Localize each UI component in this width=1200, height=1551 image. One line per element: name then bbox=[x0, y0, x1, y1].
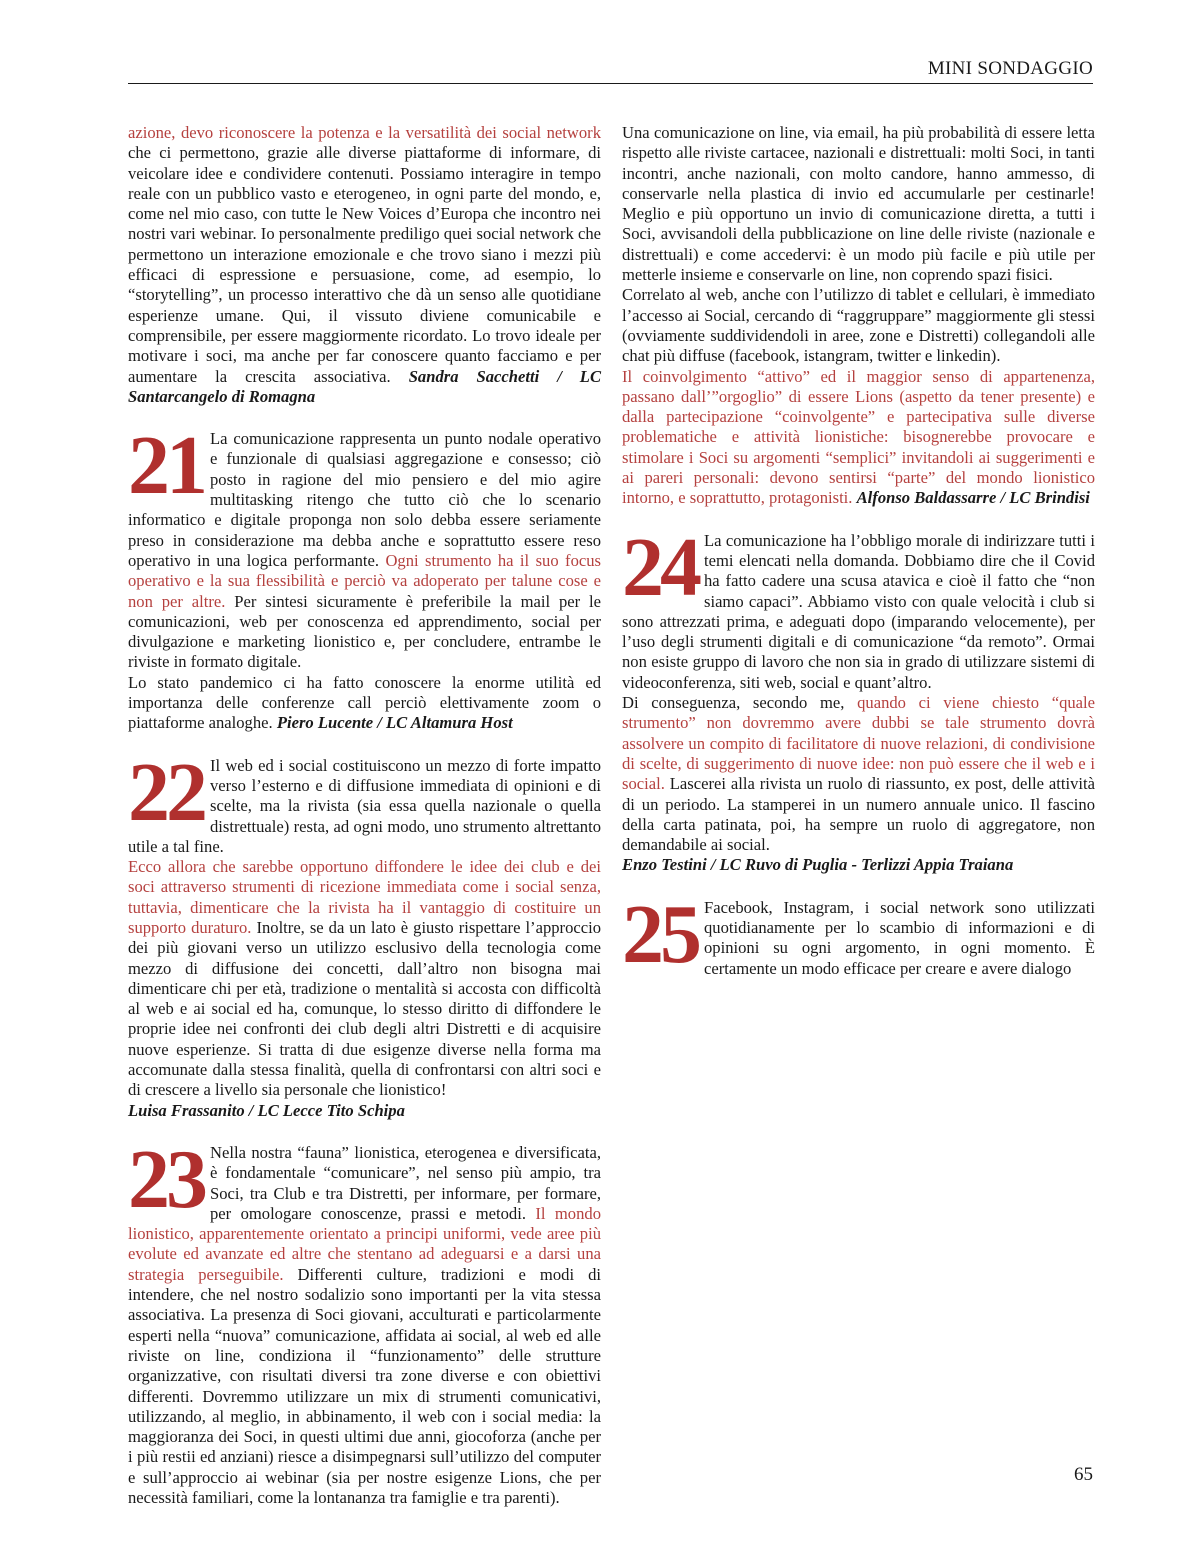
highlighted-text: Il mondo lionistico, apparentemente orientato a principi uniformi, vede aree più evolute ed avanzate ed altre che stentano ad adeguarsi e a darsi una strategia perseguibile. bbox=[128, 1203, 601, 1284]
response-paragraph bbox=[622, 367, 1095, 509]
response-paragraph bbox=[128, 857, 601, 1121]
author-signature: Piero Lucente / LC Altamura Host bbox=[276, 713, 513, 733]
body-text: La comunicazione rappresenta un punto nodale operativo e funzionale di qualsiasi aggregazione e consesso; ciò posto in ragione del mio pensiero e del mio agire multitasking ritengo che tutto ciò che lo scenario informatico e digitale proponga non solo debba essere seriamente preso in considerazione ma debba anche e soprattutto essere reso operativo in una logica performante. bbox=[128, 429, 601, 570]
response-paragraph bbox=[622, 693, 1095, 876]
page-number: 65 bbox=[1074, 1464, 1093, 1485]
response-number: 25 bbox=[622, 887, 698, 981]
highlighted-text: Il coinvolgimento “attivo” ed il maggior senso di appartenenza, passano dall’”orgoglio” di essere Lions (aspetto da tener presente) e dalla partecipazione “coinvolgente” e partecipativa sulle diverse problematiche e attività lionistiche: bisognerebbe provocare e stimolare i Soci su argomenti “semplici” invitandoli ai suggerimenti e ai pareri personali: devono sentirsi “parte” del mondo lionistico intorno, e soprattutto, protagonisti. bbox=[622, 366, 1095, 508]
body-text: Correlato al web, anche con l’utilizzo di tablet e cellulari, è immediato l’accesso ai Social, cercando di “raggruppare” maggiormente gli stessi (ovviamente suddividendoli in aree, zone e Distretti) collegandoli alle chat più diffuse (facebook, istangram, twitter e linkedin). bbox=[622, 285, 1095, 366]
left-column bbox=[128, 123, 601, 1508]
response-paragraph bbox=[622, 123, 1095, 285]
author-signature: Alfonso Baldassarre / LC Brindisi bbox=[856, 488, 1090, 508]
right-column bbox=[622, 123, 1095, 979]
body-text: Differenti culture, tradizioni e modi di intendere, che nel nostro sodalizio sono importanti per la vita stessa associativa. La presenza di Soci giovani, acculturati e particolarmente esperti nella “nuova” comunicazione, affidata ai social, al web ed alle riviste on line, condiziona il “funzionamento” delle strutture organizzative, con risultati diversi tra zone diverse e con obiettivi differenti. Dovremmo utilizzare un mix di strumenti comunicativi, utilizzando, al meglio, in abbinamento, il web con i social media: la maggioranza dei Soci, in questi ultimi due anni, giocoforza (anche per i più restii ed anziani) riesce a disimpegnarsi sull’utilizzo del computer e sull’approccio ai webinar (sia per nostre esigenze Lions, che per necessità familiari, come la lontananza tra famiglie e tra parenti). bbox=[128, 1264, 601, 1507]
response-number: 24 bbox=[622, 520, 698, 614]
highlighted-text: Ecco allora che sarebbe opportuno diffondere le idee dei club e dei soci attraverso strumenti di ricezione immediata come i social senza, tuttavia, dimenticare che la rivista ha il vantaggio di costituire un supporto duraturo. bbox=[128, 857, 601, 937]
response-22 bbox=[128, 745, 602, 1121]
response-23 bbox=[128, 1132, 601, 1508]
response-21 bbox=[128, 419, 601, 733]
body-text: La comunicazione ha l’obbligo morale di indirizzare tutti i temi elencati nella domanda. Dobbiamo dire che il Covid ha fatto cadere una scusa atavica e cioè il fatto che “non siamo capaci”. Abbiamo visto con quale velocità i club si sono attrezzati prima, e adeguati dopo (imparando velocemente), per l’uso degli strumenti digitali e di comunicazione “da remoto”. Ormai non esiste gruppo di lavoro che non sia in grado di utilizzare sistemi di videoconferenza, siti web, social e quant’altro. bbox=[622, 530, 1095, 692]
body-text: Una comunicazione on line, via email, ha più probabilità di essere letta rispetto alle riviste cartacee, nazionali e distrettuali: molti Soci, in tanti incontri, anche nazionali, con molto candore, hanno ammesso, di conservarle nella plastica di invio ed accumularle per cestinarle! Meglio e più opportuno un invio di comunicazione diretta, a tutti i Soci, avvisandoli della pubblicazione on line delle riviste (nazionale e distrettuali) e come accedervi: è un modo più facile e più utile per metterle insieme e conservarle on line, non coprendo spazi fisici. bbox=[622, 123, 1095, 285]
body-text: che ci permettono, grazie alle diverse piattaforme di informare, di veicolare idee e condividere contenuti. Possiamo interagire in tempo reale con un pubblico vasto e eterogeneo, in ogni parte del mondo, e, come nel mio caso, con tutte le New Voices d’Europa che incontro nei nostri vari webinar. Io personalmente prediligo quei social network che permettono un interazione emozionale e che trovo siano i mezzi più efficaci di espressione e persuasione, come, ad esempio, lo “storytelling”, un processo interattivo che dà un senso alle quotidiane esperienze umane. Qui, il vissuto diviene comunicabile e comprensibile, per essere maggiormente ricordato. Lo trovo ideale per motivare i soci, ma anche per far conoscere quanto facciamo e per aumentare la crescita associativa. bbox=[128, 143, 601, 386]
highlighted-text: Ogni strumento ha il suo focus operativo e la sua flessibilità e perciò va adoperato per talune cose e non per altre. bbox=[128, 550, 601, 611]
highlighted-text: quando ci viene chiesto “quale strumento” non dovremmo avere dubbi se tale strumento dovrà assolvere un compito di facilitatore di nuove relazioni, di condivisione di scelte, di suggerimento di nuove idee: non può essere che il web e i social. bbox=[622, 693, 1095, 794]
body-text: Facebook, Instagram, i social network sono utilizzati quotidianamente per lo scambio di informazioni e di opinioni su ogni argomento, in ogni momento. È certamente un modo efficace per creare e avere dialogo bbox=[704, 897, 1095, 978]
response-25 bbox=[622, 887, 1095, 981]
body-text: Per sintesi sicuramente è preferibile la mail per le comunicazioni, web per conoscenza ed apprendimento, social per divulgazione e marketing lionistico e, per concludere, entrambe le riviste in formato digitale. bbox=[128, 591, 601, 672]
body-text: Nella nostra “fauna” lionistica, eterogenea e diversificata, è fondamentale “comunicare”, nel senso più ampio, tra Soci, tra Club e tra Distretti, per informare, per formare, per omologare conoscenze, prassi e metodi. bbox=[210, 1142, 601, 1223]
response-paragraph bbox=[128, 673, 601, 734]
header-rule bbox=[128, 83, 1093, 84]
body-text: Il web ed i social costituiscono un mezzo di forte impatto verso l’esterno e di diffusione immediata di opinioni e di scelte, ma la rivista (sia essa quella nazionale o quella distrettuale) resta, ad ogni modo, uno strumento altrettanto utile a tal fine. bbox=[128, 755, 601, 856]
body-text: Inoltre, se da un lato è giusto rispettare l’approccio dei più giovani verso un utilizzo esclusivo della tecnologia come mezzo di diffusione dei concetti, dall’altro non bisogna mai dimenticare chi per età, tradizione o mentalità si accosta con difficoltà al web e ai social ed ha, comunque, lo stesso diritto di diffondere le proprie idee nei confronti dei club degli altri Distretti e di acquisire nuove esperienze. Si tratta di due esigenze diverse nella forma ma accomunate dalla stessa finalità, quella di confrontarsi con altri soci e di crescere a livello sia personale che lionistico! bbox=[128, 917, 602, 1100]
body-text: Lo stato pandemico ci ha fatto conoscere la enorme utilità ed importanza delle conferenze call perciò elettivamente zoom o piattaforme analoghe. bbox=[128, 672, 601, 733]
response-24 bbox=[622, 520, 1095, 876]
author-signature: Luisa Frassanito / LC Lecce Tito Schipa bbox=[128, 1100, 405, 1120]
author-signature: Sandra Sacchetti / LC Santarcangelo di Romagna bbox=[128, 366, 602, 406]
response-number: 23 bbox=[128, 1132, 204, 1226]
highlighted-text: azione, devo riconoscere la potenza e la versatilità dei social network bbox=[128, 123, 601, 142]
response-number: 21 bbox=[128, 419, 204, 513]
author-signature: Enzo Testini / LC Ruvo di Puglia - Terlizzi Appia Traiana bbox=[622, 855, 1014, 875]
body-text: Di conseguenza, secondo me, bbox=[622, 693, 858, 713]
response-number: 22 bbox=[128, 745, 204, 839]
continuation-paragraph bbox=[128, 123, 601, 407]
section-title: MINI SONDAGGIO bbox=[927, 58, 1093, 79]
response-paragraph bbox=[622, 285, 1095, 366]
body-text: Lascerei alla rivista un ruolo di riassunto, ex post, delle attività di un periodo. La stamperei in un numero annuale unico. Il fascino della carta patinata, poi, ha sempre un ruolo di aggregatore, non demandabile ai social. bbox=[622, 774, 1095, 855]
